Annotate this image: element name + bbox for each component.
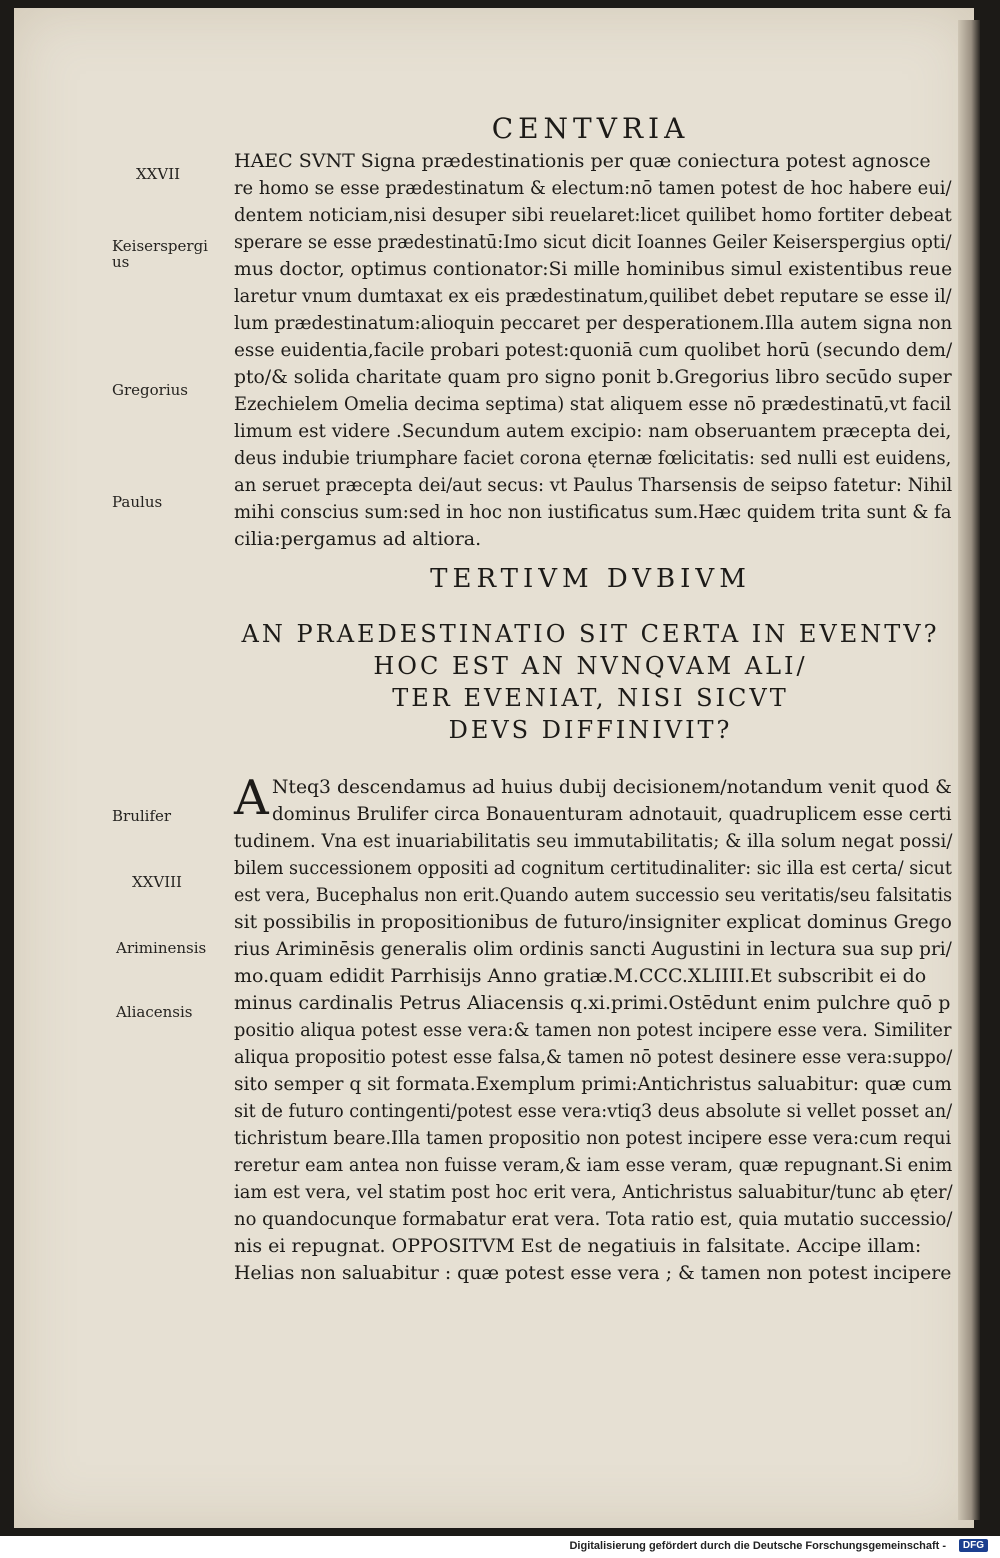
text-line: reretur eam antea non fuisse veram,& iam esse veram, quæ repugnant.Si enim [234, 1154, 953, 1176]
margin-note: Gregorius [112, 381, 188, 399]
margin-note: XXVII [136, 165, 181, 183]
margin-note: Aliacensis [116, 1003, 193, 1021]
text-line: an seruet præcepta dei/aut secus: vt Paulus Tharsensis de seipso fatetur: Nihil [234, 474, 953, 496]
text-line: no quandocunque formabatur erat vera. Tota ratio est, quia mutatio successio/ [234, 1208, 953, 1230]
margin-note: Brulifer [112, 807, 172, 825]
text-line: sit de futuro contingenti/potest esse vera:vtiq3 deus absolute si vellet posset an/ [234, 1100, 953, 1122]
text-line: iam est vera, vel statim post hoc erit vera, Antichristus saluabitur/tunc ab ęter/ [234, 1181, 953, 1203]
text-line: positio aliqua potest esse vera:& tamen non potest incipere esse vera. Similiter [234, 1019, 952, 1041]
dfg-logo: DFG [959, 1539, 988, 1552]
text-line: dentem noticiam,nisi desuper sibi reuelaret:licet quilibet homo fortiter debeat [234, 204, 952, 226]
text-line: dominus Brulifer circa Bonauenturam adnotauit, quadruplicem esse certi [272, 803, 952, 825]
text-line: pto/& solida charitate quam pro signo ponit b.Gregorius libro secūdo super [234, 366, 952, 388]
text-line: deus indubie triumphare faciet corona ęternæ fœlicitatis: sed nulli est euidens, [234, 447, 952, 469]
text-line: laretur vnum dumtaxat ex eis prædestinatum,quilibet debet reputare se esse il/ [234, 285, 952, 307]
text-line: Ezechielem Omelia decima septima) stat aliquem esse nō prædestinatū,vt facil [234, 393, 952, 415]
margin-note: Ariminensis [116, 939, 207, 957]
margin-note: Paulus [112, 493, 163, 511]
text-line: tichristum beare.Illa tamen propositio non potest incipere esse vera:cum requi [234, 1127, 952, 1149]
margin-note: us [112, 253, 130, 271]
text-line: est vera, Bucephalus non erit.Quando autem successio seu veritatis/seu falsitatis [234, 884, 953, 906]
text-line: sperare se esse prædestinatū:Imo sicut dicit Ioannes Geiler Keiserspergius opti/ [234, 231, 952, 253]
text-line: minus cardinalis Petrus Aliacensis q.xi.primi.Ostēdunt enim pulchre quō p [234, 992, 951, 1014]
text-line: aliqua propositio potest esse falsa,& tamen nō potest desinere esse vera:suppo/ [234, 1046, 953, 1068]
section-subheading: HOC EST AN NVNQVAM ALI/ [373, 652, 808, 680]
text-line: sit possibilis in propositionibus de futuro/insigniter explicat dominus Grego [234, 911, 952, 933]
text-line: bilem successionem oppositi ad cognitum certitudinaliter: sic illa est certa/ sicut [234, 857, 952, 879]
text-line: mo.quam edidit Parrhisijs Anno gratiæ.M.CCC.XLIIII.Et subscribit ei do [234, 965, 927, 987]
text-line: Helias non saluabitur : quæ potest esse vera ; & tamen non potest incipere [234, 1262, 952, 1284]
drop-cap: A [234, 770, 269, 826]
funding-credit: Digitalisierung gefördert durch die Deutsche Forschungsgemeinschaft - [569, 1540, 946, 1552]
text-line: mus doctor, optimus contionator:Si mille hominibus simul existentibus reue [234, 258, 953, 280]
text-line: cilia:pergamus ad altiora. [234, 528, 482, 550]
text-line: nis ei repugnat. OPPOSITVM Est de negatiuis in falsitate. Accipe illam: [234, 1235, 922, 1257]
text-line: tudinem. Vna est inuariabilitatis seu immutabilitatis; & illa solum negat possi/ [234, 830, 953, 852]
text-line: esse euidentia,facile probari potest:quoniā cum quolibet horū (secundo dem/ [234, 339, 953, 361]
text-line: limum est videre .Secundum autem excipio: nam obseruantem præcepta dei, [234, 420, 952, 442]
margin-note: Keiserspergi [112, 237, 208, 255]
section-subheading: AN PRAEDESTINATIO SIT CERTA IN EVENTV? [241, 620, 940, 648]
text-line: lum prædestinatum:alioquin peccaret per desperationem.Illa autem signa non [234, 312, 953, 334]
section-subheading: TER EVENIAT, NISI SICVT [392, 684, 789, 712]
section-heading: TERTIVM DVBIVM [430, 564, 751, 594]
text-line: HAEC SVNT Signa prædestinationis per quæ coniectura potest agnosce [234, 150, 931, 172]
text-line: Nteq3 descendamus ad huius dubij decisionem/notandum venit quod & [272, 776, 952, 798]
text-line: sito semper q sit formata.Exemplum primi:Antichristus saluabitur: quæ cum [234, 1073, 952, 1095]
text-line: rius Ariminēsis generalis olim ordinis sancti Augustini in lectura sua sup pri/ [234, 938, 952, 960]
running-title: CENTVRIA [491, 112, 690, 145]
facing-page-edge [958, 20, 980, 1520]
text-line: mihi conscius sum:sed in hoc non iustificatus sum.Hæc quidem trita sunt & fa [234, 501, 952, 523]
text-line: re homo se esse prædestinatum & electum:nō tamen potest de hoc habere eui/ [234, 177, 952, 199]
section-subheading: DEVS DIFFINIVIT? [448, 716, 733, 744]
margin-note: XXVIII [132, 873, 182, 891]
